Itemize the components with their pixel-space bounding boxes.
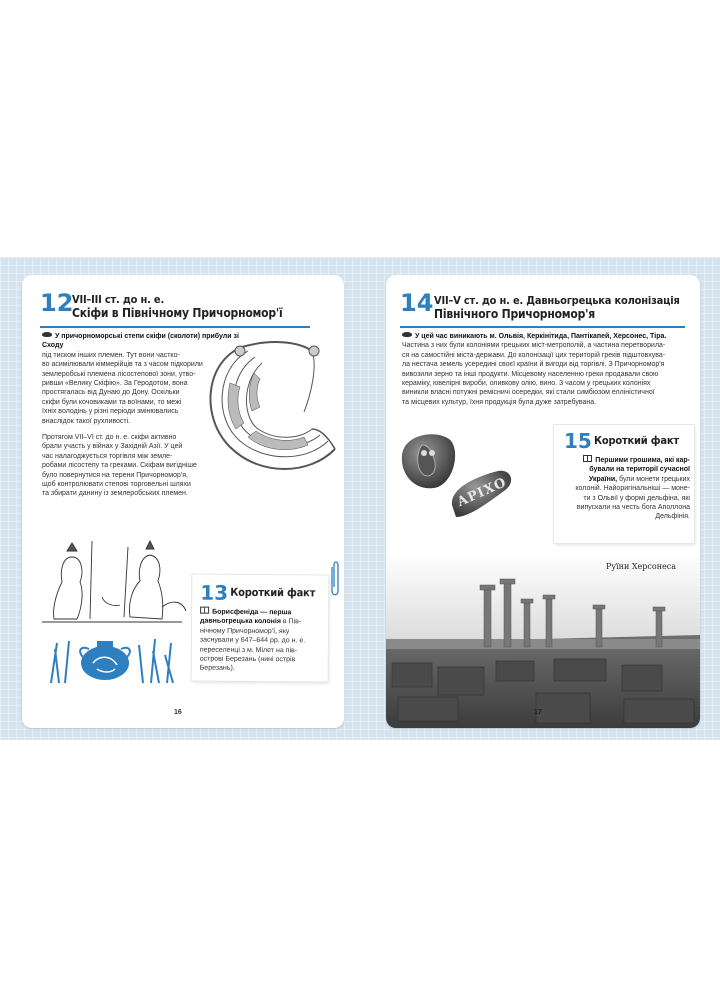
colonization-line: ся на самостійні міста-держави. До колонізації цих територій греків підштовхува- bbox=[402, 351, 666, 359]
left-page bbox=[22, 275, 344, 728]
book-icon bbox=[200, 607, 209, 614]
fact-13-line: Березань). bbox=[199, 665, 235, 673]
colonization-line: вивозили зерно та інші продукти. Місцевому населенню греки продавали свою bbox=[402, 370, 659, 378]
section-number-12: 12 bbox=[40, 289, 74, 317]
fact-15-line: були монети грецьких bbox=[619, 475, 690, 483]
colonization-lead: У цей час виникають м. Ольвія, Керкінітида, Пантікапей, Херсонес, Тіра. bbox=[415, 333, 667, 340]
fact-15-text bbox=[564, 455, 690, 522]
para1-lead: У причорноморські степи скіфи (сколоти) прибули зі Сходу bbox=[42, 333, 239, 350]
book-icon bbox=[583, 455, 592, 462]
chersonesus-ruins-photo bbox=[386, 553, 700, 728]
para1-line: ривши «Велику Скіфію». За Геродотом, вона bbox=[42, 380, 188, 388]
fact-15-line: колоній. Найоригінальніші — моне- bbox=[575, 485, 690, 493]
fact-15-bold-line: України, bbox=[588, 475, 618, 483]
colonization-line: виникли власні потужні ремісничі осередки, які стали симбіозом елліністичної bbox=[402, 389, 655, 397]
colonization-line: ла нестача земель усередині своєї країни й вигоди від торгівлі. З Причорномор'я bbox=[402, 361, 665, 369]
section-number-14: 14 bbox=[400, 289, 434, 317]
fact-13-line: в Пів- bbox=[282, 618, 302, 626]
section-heading-line1: VII–III ст. до н. е. bbox=[72, 293, 164, 306]
short-fact-15 bbox=[554, 425, 694, 543]
colonization-line: та місцевих культур, їхня продукція була дуже затребувана. bbox=[402, 398, 597, 406]
page-number: 16 bbox=[174, 709, 182, 716]
paperclip-icon bbox=[329, 561, 341, 599]
para1-line: внаслідок такої рухливості. bbox=[42, 417, 131, 425]
para2-line: щоб контролювати степові торговельні шляхи bbox=[42, 481, 191, 489]
para1-line: під тиском інших племен. Тут вони частко- bbox=[42, 351, 180, 359]
section-heading-line2: Північного Причорномор'я bbox=[434, 307, 595, 321]
greek-vase-illustration bbox=[47, 635, 177, 683]
fact-13-line: нічному Причорномор'ї, яку bbox=[199, 627, 290, 636]
gold-pectoral-illustration bbox=[200, 337, 344, 479]
fact-13-line: заснували у 647–644 рр. до н. е. bbox=[199, 636, 306, 645]
scythian-warriors-illustration bbox=[32, 537, 192, 625]
para2-line: робами лісостепу та греками. Скіфам вигідніше bbox=[42, 462, 197, 470]
fact-number-13: 13 bbox=[200, 580, 229, 605]
fact-15-line: випускали на честь бога Аполлона bbox=[576, 504, 690, 512]
section-heading-line2: Скіфи в Північному Причорномор'ї bbox=[72, 306, 283, 320]
fact-13-line: переселенці з м. Мілет на пів- bbox=[199, 646, 298, 654]
fact-15-line: ти з Ольвії у формі дельфіна, які bbox=[583, 494, 690, 502]
short-fact-13 bbox=[192, 575, 329, 682]
page-number: 17 bbox=[534, 709, 542, 716]
para1-line: землеробські племена лісостепової зони, утво- bbox=[42, 370, 196, 378]
heading-rule bbox=[400, 326, 685, 328]
para2-line: Протягом VII–VI ст. до н. е. скіфи активно bbox=[42, 434, 177, 441]
fact-15-bold-line: бували на території сучасної bbox=[589, 466, 690, 474]
fact-15-line: Дельфінія. bbox=[655, 513, 690, 521]
fact-13-lead: Борисфеніда — перша давньогрецька колонія bbox=[200, 608, 292, 626]
para2-line: було повернутися на терени Причорномор'я, bbox=[42, 471, 188, 479]
helmet-icon bbox=[402, 332, 412, 337]
colonization-line: Частина з них були колоніями грецьких міст-метрополій, а частина перетворила- bbox=[402, 342, 666, 350]
para2-line: та збирати данину із землеробських племен. bbox=[42, 490, 188, 498]
para1-line: во асимілювали кіммерійців та з часом підкорили bbox=[42, 361, 203, 369]
para1-line: простягалась від Дунаю до Дону. Оскільки bbox=[42, 389, 180, 397]
book-spread bbox=[0, 257, 720, 740]
fact-15-bold-line: Першими грошима, які кар- bbox=[595, 457, 690, 464]
fact-title: Короткий факт bbox=[594, 434, 679, 447]
greek-coins-illustration bbox=[394, 425, 514, 525]
heading-rule bbox=[40, 326, 310, 328]
right-page bbox=[386, 275, 700, 728]
para1-line: скіфи були кочовиками та воїнами, то межі bbox=[42, 398, 182, 406]
photo-caption: Руїни Херсонеса bbox=[606, 562, 677, 571]
helmet-icon bbox=[42, 332, 52, 337]
fact-title: Короткий факт bbox=[230, 585, 316, 600]
fact-13-line: острові Березань (нині острів bbox=[199, 655, 296, 664]
para2-line: брали участь у війнах у Західній Азії. У цей bbox=[42, 443, 183, 451]
para1-line: їхніх володінь у різні періоди змінювались bbox=[42, 408, 179, 416]
para2-line: час налагоджується торгівля між земле- bbox=[42, 452, 173, 460]
fact-13-text bbox=[200, 607, 322, 675]
section-heading-line1: VII–V ст. до н. е. Давньогрецька колонізація bbox=[434, 294, 680, 307]
colonization-line: кераміку, ювелірні вироби, оливкову олію, вино. З часом у грецьких колоніях bbox=[402, 380, 651, 388]
fact-number-15: 15 bbox=[564, 429, 592, 453]
colonization-paragraph bbox=[402, 332, 692, 407]
coin-inscription: ΑΡΙΧΟ bbox=[455, 475, 510, 510]
